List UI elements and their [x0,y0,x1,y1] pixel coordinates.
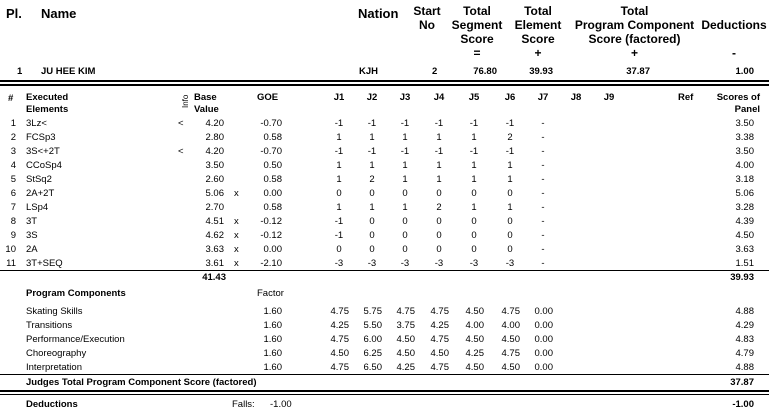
component-name: Interpretation [26,362,82,373]
judge-heading-j6: J6 [504,92,516,103]
judge-score: -3 [400,258,410,269]
judge-score: - [541,160,545,171]
judge-score: 1 [507,202,513,213]
judge-score: 0 [436,188,442,199]
judge-score: - [541,132,545,143]
judge-score: 0 [436,230,442,241]
judge-heading-j5: J5 [468,92,480,103]
component-name: Transitions [26,320,73,331]
base-value-total: 41.43 [202,272,226,283]
judge-score: - [541,118,545,129]
skater-pcs: 37.87 [626,66,650,77]
judge-mark: 4.25 [330,320,349,331]
judge-mark: 0.00 [534,348,553,359]
table-row [0,347,769,360]
judge-mark: 4.75 [430,362,449,373]
judge-score: -1 [505,118,515,129]
judge-score: 1 [369,202,375,213]
judge-score: - [541,258,545,269]
judge-mark: 4.50 [330,348,349,359]
element-name: 2A+2T [26,188,55,199]
judge-score: 0 [369,188,375,199]
judge-score: 0 [507,230,513,241]
judge-score: 1 [336,174,342,185]
judge-mark: 4.25 [396,362,415,373]
scores-of-panel-heading: Scores of Panel [716,92,760,115]
judge-mark: 4.50 [430,348,449,359]
judge-score: -1 [334,230,344,241]
skater-deductions: 1.00 [735,66,754,77]
judge-heading-j2: J2 [366,92,378,103]
judge-score: -1 [505,146,515,157]
judge-score: 0 [336,244,342,255]
component-factor: 1.60 [263,306,282,317]
name-heading: Name [41,6,77,21]
element-bonus-x: x [234,244,239,255]
table-row [0,333,769,346]
judge-score: 1 [436,174,442,185]
judge-heading-j8: J8 [570,92,582,103]
judge-score: 1 [402,160,408,171]
element-bonus-x: x [234,258,239,269]
element-goe: 0.58 [263,174,282,185]
judge-score: - [541,216,545,227]
judge-score: 1 [336,160,342,171]
judge-score: 0 [471,230,477,241]
element-num: 6 [10,188,16,199]
judge-score: 0 [336,188,342,199]
ref-heading: Ref [678,92,694,103]
judge-score: 0 [402,188,408,199]
table-row [0,243,769,256]
judge-mark: 5.50 [363,320,382,331]
judge-mark: 4.75 [396,306,415,317]
divider-line [0,390,769,392]
component-factor: 1.60 [263,362,282,373]
element-name: 3Lz< [26,118,47,129]
element-num: 5 [10,174,16,185]
skater-nation: KJH [359,66,379,77]
judge-score: 1 [402,174,408,185]
element-name: 3S<+2T [26,146,60,157]
judge-score: 1 [471,202,477,213]
judge-score: - [541,146,545,157]
element-base-value: 3.61 [205,258,224,269]
element-panel-score: 3.50 [735,118,754,129]
element-goe: -0.70 [260,118,282,129]
judge-score: 1 [336,132,342,143]
element-panel-score: 3.63 [735,244,754,255]
judge-mark: 4.75 [501,348,520,359]
place-heading: Pl. [6,6,22,21]
judge-mark: 4.75 [501,306,520,317]
judge-score: -1 [400,146,410,157]
element-base-value: 4.51 [205,216,224,227]
base-value-heading: Base Value [194,92,219,115]
component-factor: 1.60 [263,334,282,345]
divider-line [0,270,769,271]
table-row [0,305,769,318]
judge-mark: 5.75 [363,306,382,317]
info-heading: Info [181,94,190,108]
judge-score: 1 [369,132,375,143]
table-row [0,117,769,130]
element-num: 9 [10,230,16,241]
element-name: LSp4 [26,202,49,213]
element-panel-score: 3.38 [735,132,754,143]
judge-score: 1 [369,160,375,171]
element-name: 3S [26,230,38,241]
judge-mark: 6.50 [363,362,382,373]
judge-score: - [541,174,545,185]
element-base-value: 3.50 [205,160,224,171]
element-goe: -0.70 [260,146,282,157]
judge-score: -1 [469,118,479,129]
element-goe: 0.58 [263,202,282,213]
start-no-heading: Start No [413,4,441,32]
element-panel-score: 3.50 [735,146,754,157]
element-name: FCSp3 [26,132,56,143]
component-score: 4.29 [735,320,754,331]
judge-score: 0 [402,216,408,227]
skater-start-no: 2 [432,66,438,77]
judge-score: - [541,230,545,241]
element-base-value: 2.80 [205,132,224,143]
element-panel-score: 4.00 [735,160,754,171]
judge-score: 0 [507,244,513,255]
judge-score: -1 [334,216,344,227]
goe-heading: GOE [257,92,279,103]
judge-mark: 4.00 [465,320,484,331]
judge-mark: 0.00 [534,362,553,373]
component-score: 4.88 [735,362,754,373]
element-goe: -0.12 [260,216,282,227]
judge-score: 1 [471,132,477,143]
program-components-title: Program Components [26,288,126,299]
falls-label: Falls: [232,399,255,410]
skater-name: JU HEE KIM [41,66,96,77]
judge-score: - [541,244,545,255]
element-num: 3 [10,146,16,157]
skater-tes: 39.93 [529,66,553,77]
judge-score: 0 [471,244,477,255]
component-score: 4.83 [735,334,754,345]
element-goe: -2.10 [260,258,282,269]
judge-score: 2 [436,202,442,213]
judge-score: -3 [367,258,377,269]
divider-line [0,80,769,82]
element-score-heading: Total Element Score + [514,4,562,60]
element-base-value: 5.06 [205,188,224,199]
judge-score: -1 [469,146,479,157]
judge-score: 1 [471,160,477,171]
judge-mark: 4.25 [465,348,484,359]
component-score: 4.79 [735,348,754,359]
element-name: StSq2 [26,174,52,185]
judge-mark: 4.50 [465,306,484,317]
judge-mark: 4.50 [501,334,520,345]
element-base-value: 4.62 [205,230,224,241]
element-base-value: 4.20 [205,146,224,157]
judge-mark: 6.00 [363,334,382,345]
segment-score-heading: Total Segment Score = [451,4,503,60]
element-bonus-x: x [234,188,239,199]
element-base-value: 2.60 [205,174,224,185]
element-base-value: 3.63 [205,244,224,255]
judge-score: -3 [505,258,515,269]
element-name: 2A [26,244,38,255]
element-num: 7 [10,202,16,213]
element-bonus-x: x [234,230,239,241]
element-goe: 0.50 [263,160,282,171]
element-name: 3T+SEQ [26,258,63,269]
element-goe: 0.00 [263,188,282,199]
divider-line [0,84,769,86]
judge-score: -3 [334,258,344,269]
judge-mark: 4.50 [501,362,520,373]
element-panel-score: 1.51 [735,258,754,269]
element-panel-score: 4.39 [735,216,754,227]
judge-score: 1 [436,132,442,143]
element-panel-score: 5.06 [735,188,754,199]
judge-mark: 4.75 [430,334,449,345]
judge-score: 1 [402,132,408,143]
element-num: 2 [10,132,16,143]
judge-score: 0 [436,244,442,255]
element-goe: 0.58 [263,132,282,143]
element-name: CCoSp4 [26,160,62,171]
deductions-total: -1.00 [732,399,754,410]
table-row [0,257,769,270]
element-panel-score: 4.50 [735,230,754,241]
judge-heading-j3: J3 [399,92,411,103]
judge-mark: 0.00 [534,306,553,317]
element-info: < [178,146,184,157]
judge-score: 0 [507,216,513,227]
divider-line [0,394,769,395]
table-row [0,361,769,374]
judge-score: 0 [471,188,477,199]
judge-score: -1 [400,118,410,129]
element-num: 1 [10,118,16,129]
component-score-heading: Total Program Component Score (factored) + [574,4,695,60]
judge-score: -1 [367,118,377,129]
element-num-heading: # [8,93,14,104]
deductions-label: Deductions [26,399,78,410]
judge-mark: 4.50 [396,334,415,345]
table-row [0,159,769,172]
component-factor: 1.60 [263,320,282,331]
judge-score: 1 [336,202,342,213]
component-factor: 1.60 [263,348,282,359]
table-row [0,187,769,200]
judge-heading-j7: J7 [537,92,549,103]
element-panel-score: 3.18 [735,174,754,185]
table-row [0,145,769,158]
table-row [0,215,769,228]
table-row [0,173,769,186]
table-row [0,229,769,242]
judge-score: 0 [369,216,375,227]
component-total-label: Judges Total Program Component Score (factored) [26,377,257,388]
judge-score: 2 [507,132,513,143]
judge-mark: 4.25 [430,320,449,331]
judge-mark: 0.00 [534,334,553,345]
element-goe: 0.00 [263,244,282,255]
element-num: 4 [10,160,16,171]
judge-heading-j1: J1 [333,92,345,103]
judge-mark: 4.50 [465,334,484,345]
judge-score: -1 [367,146,377,157]
judge-mark: 4.75 [330,306,349,317]
falls-value: -1.00 [270,399,292,410]
table-row [0,131,769,144]
judge-heading-j9: J9 [603,92,615,103]
table-row [0,201,769,214]
judge-mark: 3.75 [396,320,415,331]
component-score: 4.88 [735,306,754,317]
skater-place: 1 [17,66,23,77]
judge-score: 0 [471,216,477,227]
element-base-value: 4.20 [205,118,224,129]
judge-mark: 6.25 [363,348,382,359]
component-total-score: 37.87 [730,377,754,388]
judge-score: 0 [402,244,408,255]
judge-score: 0 [369,244,375,255]
element-bonus-x: x [234,216,239,227]
judge-mark: 4.75 [330,334,349,345]
element-goe: -0.12 [260,230,282,241]
judge-mark: 4.75 [330,362,349,373]
skater-tss: 76.80 [473,66,497,77]
divider-line [0,374,769,375]
judge-score: 2 [369,174,375,185]
judge-score: 0 [507,188,513,199]
judge-score: -1 [434,146,444,157]
judge-score: 0 [369,230,375,241]
deductions-heading: Deductions - [701,18,767,60]
judge-score: -1 [334,146,344,157]
judge-score: 1 [507,174,513,185]
element-name: 3T [26,216,38,227]
table-row [0,319,769,332]
judge-score: - [541,202,545,213]
judge-score: -3 [469,258,479,269]
executed-elements-heading: Executed Elements [26,92,69,115]
element-base-value: 2.70 [205,202,224,213]
component-name: Skating Skills [26,306,83,317]
judge-heading-j4: J4 [433,92,445,103]
component-name: Choreography [26,348,87,359]
judge-score: - [541,188,545,199]
element-num: 8 [10,216,16,227]
judge-score: -1 [434,118,444,129]
judge-mark: 0.00 [534,320,553,331]
judge-score: -3 [434,258,444,269]
judge-score: 1 [436,160,442,171]
judge-mark: 4.50 [396,348,415,359]
judge-score: 1 [507,160,513,171]
judge-score: 0 [436,216,442,227]
element-panel-score: 3.28 [735,202,754,213]
nation-heading: Nation [358,6,399,21]
judge-mark: 4.75 [430,306,449,317]
element-info: < [178,118,184,129]
factor-heading: Factor [257,288,284,299]
judge-score: 1 [471,174,477,185]
judge-mark: 4.50 [465,362,484,373]
judge-score: -1 [334,118,344,129]
element-num: 11 [6,258,16,269]
judge-score: 0 [402,230,408,241]
element-num: 10 [5,244,16,255]
elements-score-total: 39.93 [730,272,754,283]
component-name: Performance/Execution [26,334,125,345]
judge-score: 1 [402,202,408,213]
judge-mark: 4.00 [501,320,520,331]
